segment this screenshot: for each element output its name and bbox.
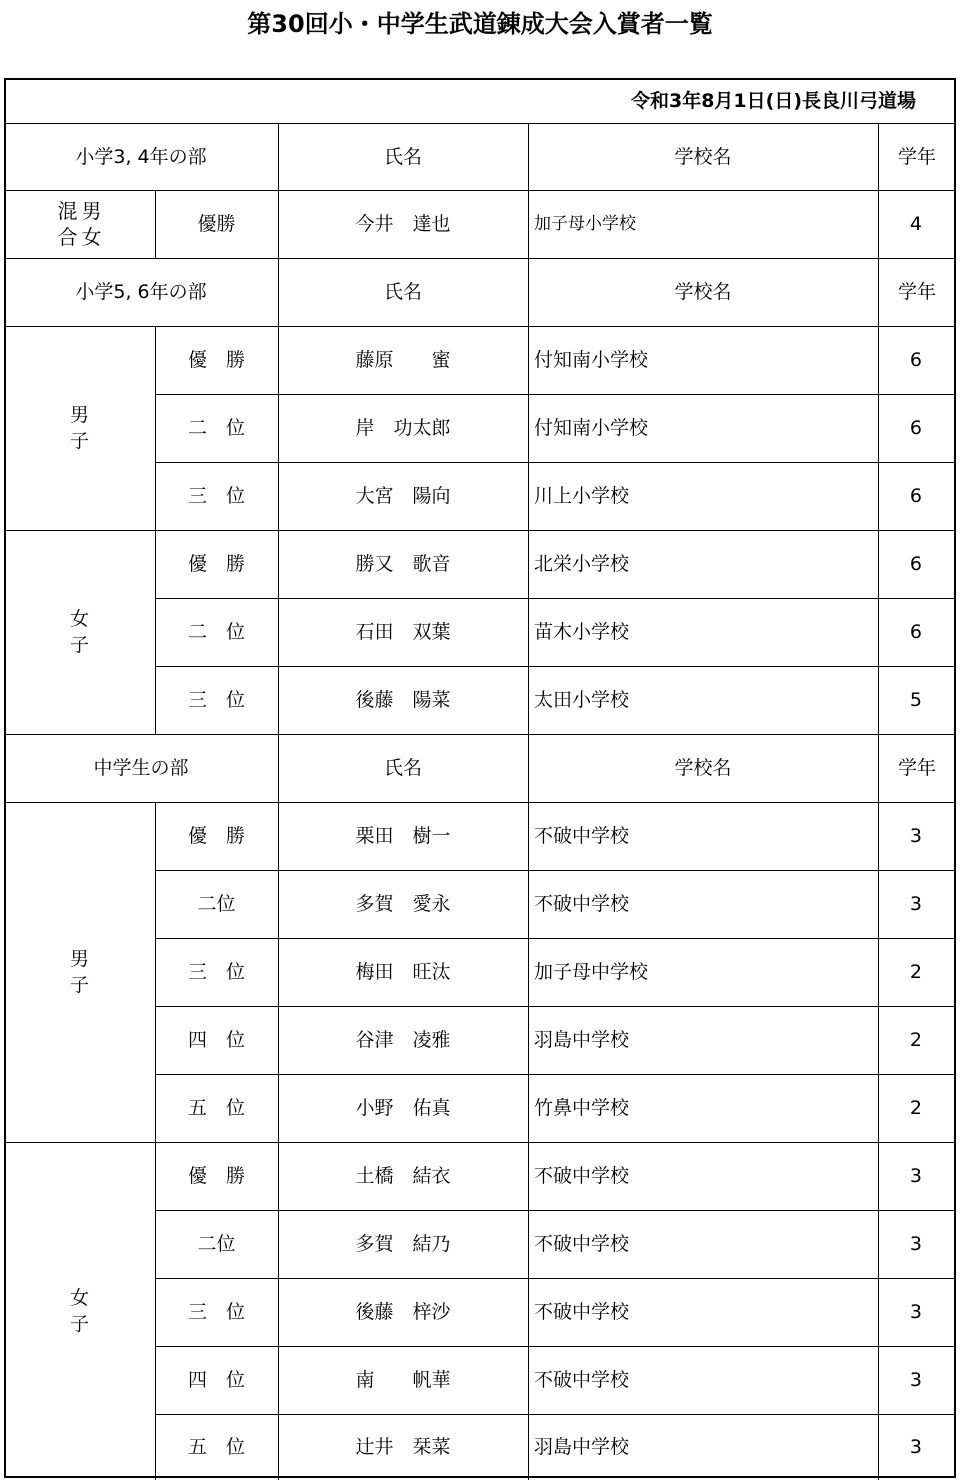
header-school: 学校名: [674, 145, 732, 168]
header-name: 氏名: [383, 145, 422, 168]
grade-cell: 6: [909, 349, 922, 371]
group-char: 混: [57, 199, 78, 223]
grade-cell: 2: [909, 961, 922, 983]
grid-line: [278, 1210, 279, 1278]
grid-line: [528, 258, 529, 326]
name-cell: 土橋 結衣: [355, 1165, 451, 1187]
grid-line: [878, 1006, 879, 1074]
grid-line: [278, 530, 279, 598]
rank-cell: 優勝: [197, 213, 236, 235]
grid-line: [878, 1142, 879, 1210]
grid-line: [528, 530, 529, 598]
grid-line: [528, 326, 529, 394]
grid-line: [878, 666, 879, 734]
grid-line: [528, 1006, 529, 1074]
rank-cell: 五 位: [187, 1097, 245, 1119]
grid-line: [528, 394, 529, 462]
rank-cell: 三 位: [187, 689, 245, 711]
name-cell: 石田 双葉: [355, 621, 451, 643]
grid-line: [528, 1278, 529, 1346]
grid-line: [278, 666, 279, 734]
header-grade: 学年: [897, 281, 936, 303]
name-cell: 藤原 蜜: [355, 349, 451, 371]
grade-cell: 2: [909, 1029, 922, 1051]
school-cell: 羽島中学校: [534, 1029, 630, 1051]
grade-cell: 6: [909, 417, 922, 439]
group-char: 男: [81, 199, 102, 223]
school-cell: 不破中学校: [534, 1301, 630, 1323]
name-cell: 梅田 旺汰: [355, 961, 451, 983]
group-label-boys: [4, 802, 155, 1142]
grid-line: [278, 123, 279, 190]
grid-line: [278, 1142, 279, 1210]
school-cell: 不破中学校: [534, 825, 630, 847]
grid-line: [878, 326, 879, 394]
rank-cell: 四 位: [187, 1029, 245, 1051]
group-char: 男: [69, 404, 89, 426]
name-cell: 後藤 梓沙: [355, 1301, 451, 1323]
school-cell: 北栄小学校: [534, 553, 630, 575]
rank-cell: 二 位: [187, 621, 245, 643]
school-cell: 加子母中学校: [534, 961, 649, 983]
grid-line: [528, 938, 529, 1006]
grid-line: [528, 123, 529, 190]
school-cell: 苗木小学校: [534, 621, 630, 643]
rank-cell: 二位: [197, 1233, 236, 1255]
rank-cell: 優 勝: [187, 349, 245, 371]
grid-line: [528, 1414, 529, 1480]
name-cell: 南 帆華: [355, 1369, 451, 1391]
name-cell: 辻井 栞菜: [355, 1436, 451, 1458]
grid-line: [278, 1074, 279, 1142]
school-cell: 羽島中学校: [534, 1436, 630, 1458]
header-school: 学校名: [674, 757, 732, 779]
grade-cell: 3: [909, 1233, 922, 1255]
grid-line: [278, 394, 279, 462]
rank-cell: 四 位: [187, 1369, 245, 1391]
school-cell: 不破中学校: [534, 893, 630, 915]
grade-cell: 6: [909, 485, 922, 507]
header-name: 氏名: [383, 757, 422, 779]
rank-cell: 三 位: [187, 961, 245, 983]
name-cell: 多賀 結乃: [355, 1233, 451, 1255]
mixed-group-grid: [56, 198, 104, 250]
section-label-elem34: 小学3, 4年の部: [75, 145, 207, 168]
grade-cell: 4: [909, 213, 922, 235]
school-cell: 不破中学校: [534, 1369, 630, 1391]
rank-cell: 優 勝: [187, 825, 245, 847]
grid-line: [278, 1414, 279, 1480]
grid-line: [528, 666, 529, 734]
grid-line: [878, 123, 879, 190]
school-cell: 不破中学校: [534, 1165, 630, 1187]
grid-line: [278, 1006, 279, 1074]
grid-line: [278, 802, 279, 870]
school-cell: 太田小学校: [534, 689, 630, 711]
grid-line: [278, 734, 279, 802]
results-table: [4, 78, 956, 1478]
rank-cell: 三 位: [187, 485, 245, 507]
grid-line: [878, 394, 879, 462]
grid-line: [878, 190, 879, 258]
group-label-boys: [4, 326, 155, 530]
school-cell: 川上小学校: [534, 485, 630, 507]
group-char: 子: [69, 430, 89, 452]
name-cell: 小野 佑真: [355, 1097, 451, 1119]
grid-line: [528, 870, 529, 938]
grid-line: [528, 462, 529, 530]
grid-line: [528, 1142, 529, 1210]
school-cell: 加子母小学校: [534, 214, 636, 234]
header-grade: 学年: [897, 145, 936, 168]
header-school: 学校名: [674, 281, 732, 303]
grade-cell: 5: [909, 689, 922, 711]
grid-line: [278, 870, 279, 938]
grid-line: [278, 598, 279, 666]
grid-line: [878, 802, 879, 870]
group-char: 合: [57, 225, 78, 249]
group-char: 女: [69, 608, 89, 630]
name-cell: 谷津 凌雅: [355, 1029, 451, 1051]
grid-line: [278, 190, 279, 258]
name-cell: 今井 達也: [355, 213, 451, 235]
rank-cell: 五 位: [187, 1436, 245, 1458]
grid-line: [278, 1278, 279, 1346]
name-cell: 多賀 愛永: [355, 893, 451, 915]
grid-line: [878, 258, 879, 326]
group-char: 子: [69, 974, 89, 996]
school-cell: 付知南小学校: [534, 349, 649, 371]
grid-line: [878, 462, 879, 530]
grid-line: [528, 1346, 529, 1414]
group-char: 子: [69, 634, 89, 656]
grid-line: [878, 1074, 879, 1142]
grid-line: [528, 190, 529, 258]
grade-cell: 6: [909, 553, 922, 575]
header-name: 氏名: [383, 281, 422, 303]
mixed-group-label: [4, 190, 155, 258]
grid-line: [878, 1210, 879, 1278]
grid-line: [528, 734, 529, 802]
grid-line: [878, 734, 879, 802]
group-char: 女: [69, 1287, 89, 1309]
grid-line: [878, 1414, 879, 1480]
grid-line: [878, 598, 879, 666]
group-label-girls: [4, 1142, 155, 1480]
grade-cell: 3: [909, 1301, 922, 1323]
section-label-junior: 中学生の部: [93, 757, 189, 779]
group-char: 男: [69, 948, 89, 970]
group-label-girls: [4, 530, 155, 734]
group-char: 女: [81, 225, 102, 249]
grid-line: [528, 598, 529, 666]
grid-line: [878, 1278, 879, 1346]
rank-cell: 二 位: [187, 417, 245, 439]
grid-line: [278, 462, 279, 530]
school-cell: 不破中学校: [534, 1233, 630, 1255]
rank-cell: 三 位: [187, 1301, 245, 1323]
grid-line: [528, 1074, 529, 1142]
header-grade: 学年: [897, 757, 936, 779]
grid-line: [878, 870, 879, 938]
grade-cell: 2: [909, 1097, 922, 1119]
grade-cell: 3: [909, 1436, 922, 1458]
grid-line: [528, 1210, 529, 1278]
grade-cell: 3: [909, 1165, 922, 1187]
school-cell: 竹鼻中学校: [534, 1097, 630, 1119]
rank-cell: 優 勝: [187, 553, 245, 575]
grid-line: [278, 326, 279, 394]
grade-cell: 6: [909, 621, 922, 643]
grade-cell: 3: [909, 1369, 922, 1391]
name-cell: 勝又 歌音: [355, 553, 451, 575]
grid-line: [278, 1346, 279, 1414]
section-label-elem56: 小学5, 6年の部: [75, 281, 207, 303]
event-info: 令和3年8月1日(日)長良川弓道場: [630, 89, 916, 112]
page-title: 第30回小・中学生武道錬成大会入賞者一覧: [247, 10, 713, 38]
name-cell: 岸 功太郎: [355, 417, 451, 439]
grade-cell: 3: [909, 893, 922, 915]
grid-line: [278, 258, 279, 326]
grid-line: [878, 938, 879, 1006]
rank-cell: 優 勝: [187, 1165, 245, 1187]
grade-cell: 3: [909, 825, 922, 847]
grid-line: [878, 1346, 879, 1414]
name-cell: 後藤 陽菜: [355, 689, 451, 711]
name-cell: 大宮 陽向: [355, 485, 451, 507]
grid-line: [878, 530, 879, 598]
school-cell: 付知南小学校: [534, 417, 649, 439]
grid-line: [278, 938, 279, 1006]
group-char: 子: [69, 1313, 89, 1335]
rank-cell: 二位: [197, 893, 236, 915]
name-cell: 栗田 樹一: [355, 825, 451, 847]
grid-line: [528, 802, 529, 870]
